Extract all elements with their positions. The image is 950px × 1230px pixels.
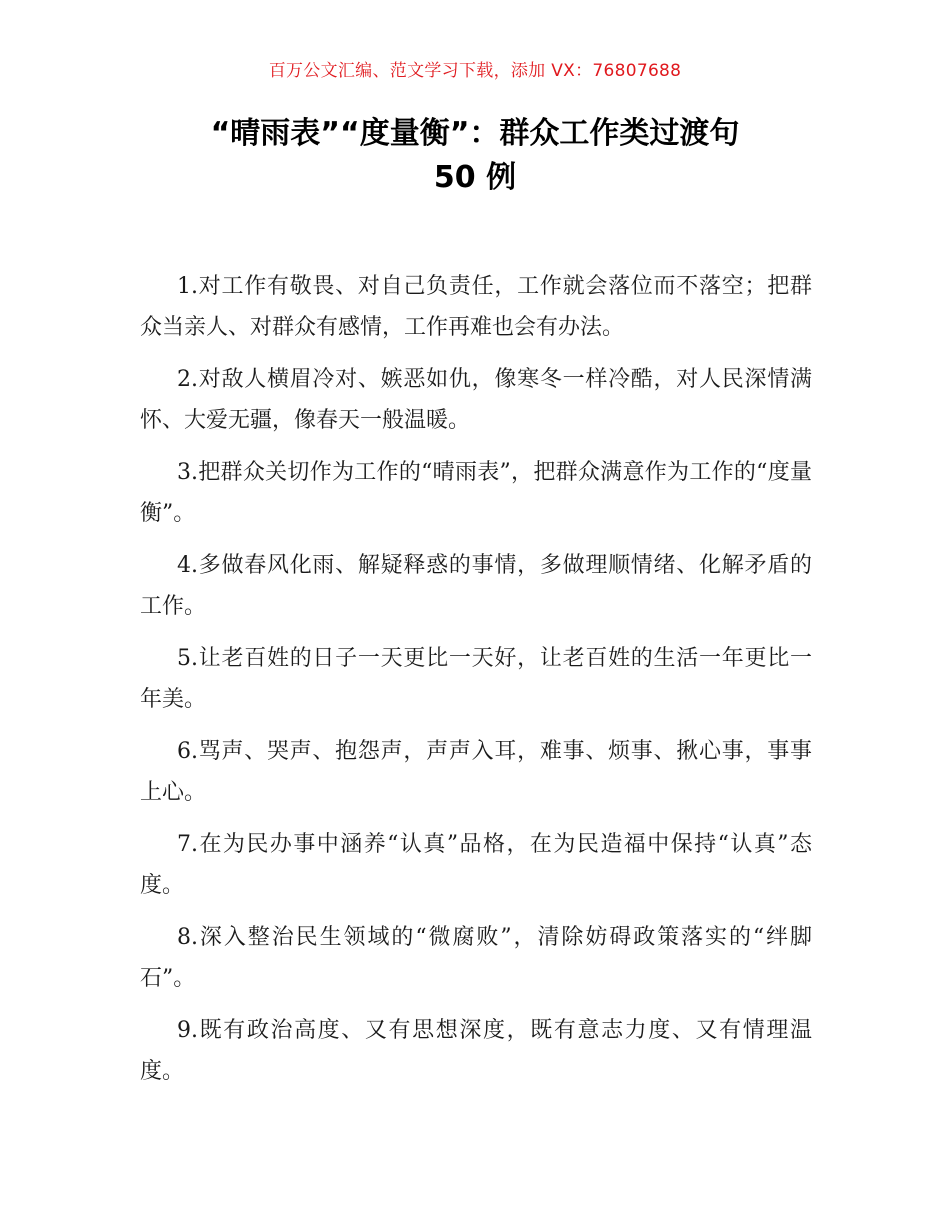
list-item: 7.在为民办事中涵养“认真”品格，在为民造福中保持“认真”态度。 bbox=[140, 832, 812, 898]
list-item: 9.既有政治高度、又有思想深度，既有意志力度、又有情理温度。 bbox=[140, 1018, 812, 1084]
list-item: 8.深入整治民生领域的“微腐败”，清除妨碍政策落实的“绊脚石”。 bbox=[140, 925, 812, 991]
transition-sentence-list bbox=[140, 266, 812, 1103]
list-item: 4.多做春风化雨、解疑释惑的事情，多做理顺情绪、化解矛盾的工作。 bbox=[140, 553, 812, 619]
header-promo-text: 百万公文汇编、范文学习下载，添加 VX：76807688 bbox=[268, 61, 682, 81]
title-line-1: “晴雨表”“度量衡”：群众工作类过渡句 bbox=[210, 116, 740, 151]
list-item: 6.骂声、哭声、抱怨声，声声入耳，难事、烦事、揪心事，事事上心。 bbox=[140, 739, 812, 805]
document-title bbox=[120, 112, 830, 200]
list-item: 3.把群众关切作为工作的“晴雨表”，把群众满意作为工作的“度量衡”。 bbox=[140, 460, 812, 526]
title-line-2: 50 例 bbox=[433, 160, 517, 195]
list-item: 5.让老百姓的日子一天更比一天好，让老百姓的生活一年更比一年美。 bbox=[140, 646, 812, 712]
list-item: 2.对敌人横眉冷对、嫉恶如仇，像寒冬一样冷酷，对人民深情满怀、大爱无疆，像春天一般温暖。 bbox=[140, 367, 812, 433]
list-item: 1.对工作有敬畏、对自己负责任，工作就会落位而不落空；把群众当亲人、对群众有感情，工作再难也会有办法。 bbox=[140, 274, 812, 340]
